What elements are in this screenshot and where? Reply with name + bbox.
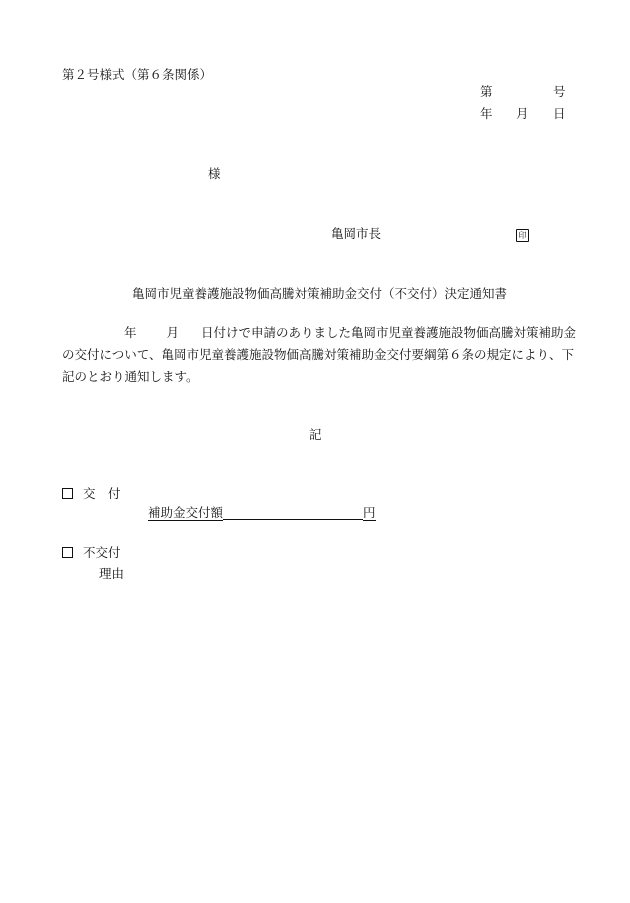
date-month: 月 xyxy=(516,106,529,121)
form-label: 第２号様式（第６条関係） xyxy=(62,67,213,82)
date-year: 年 xyxy=(480,106,493,121)
grant-label: 交 付 xyxy=(83,486,121,501)
body-line-1 xyxy=(62,322,577,344)
recipient-honorific: 様 xyxy=(208,166,221,181)
number-prefix: 第 xyxy=(480,84,493,99)
document-title: 亀岡市児童養護施設物価高騰対策補助金交付（不交付）決定通知書 xyxy=(132,286,508,301)
seal-icon: 印 xyxy=(516,229,529,242)
amount-field[interactable] xyxy=(223,506,363,520)
no-grant-checkbox-icon[interactable] xyxy=(62,547,73,558)
body-line-2: の交付について、亀岡市児童養護施設物価高騰対策補助金交付要綱第６条の規定により、下 xyxy=(62,347,575,362)
sender-title: 亀岡市長 xyxy=(331,226,382,241)
option-grant xyxy=(62,486,121,502)
body-line-3: 記のとおり通知します。 xyxy=(62,369,199,384)
no-grant-label: 不交付 xyxy=(83,545,121,560)
body-line1-rest: 日付けで申請のありました亀岡市児童養護施設物価高騰対策補助金 xyxy=(201,325,577,340)
ki-heading: 記 xyxy=(309,427,322,442)
date-day: 日 xyxy=(553,106,566,121)
body-year: 年 xyxy=(124,325,137,340)
body-paragraph xyxy=(62,322,577,388)
sender-seal xyxy=(516,226,529,242)
body-month: 月 xyxy=(166,325,180,340)
number-suffix: 号 xyxy=(553,84,566,99)
grant-amount-row xyxy=(148,505,376,521)
amount-unit: 円 xyxy=(363,505,376,520)
option-no-grant xyxy=(62,545,121,561)
reason-label: 理由 xyxy=(99,566,125,581)
grant-checkbox-icon[interactable] xyxy=(62,488,73,499)
amount-label: 補助金交付額 xyxy=(148,505,224,520)
